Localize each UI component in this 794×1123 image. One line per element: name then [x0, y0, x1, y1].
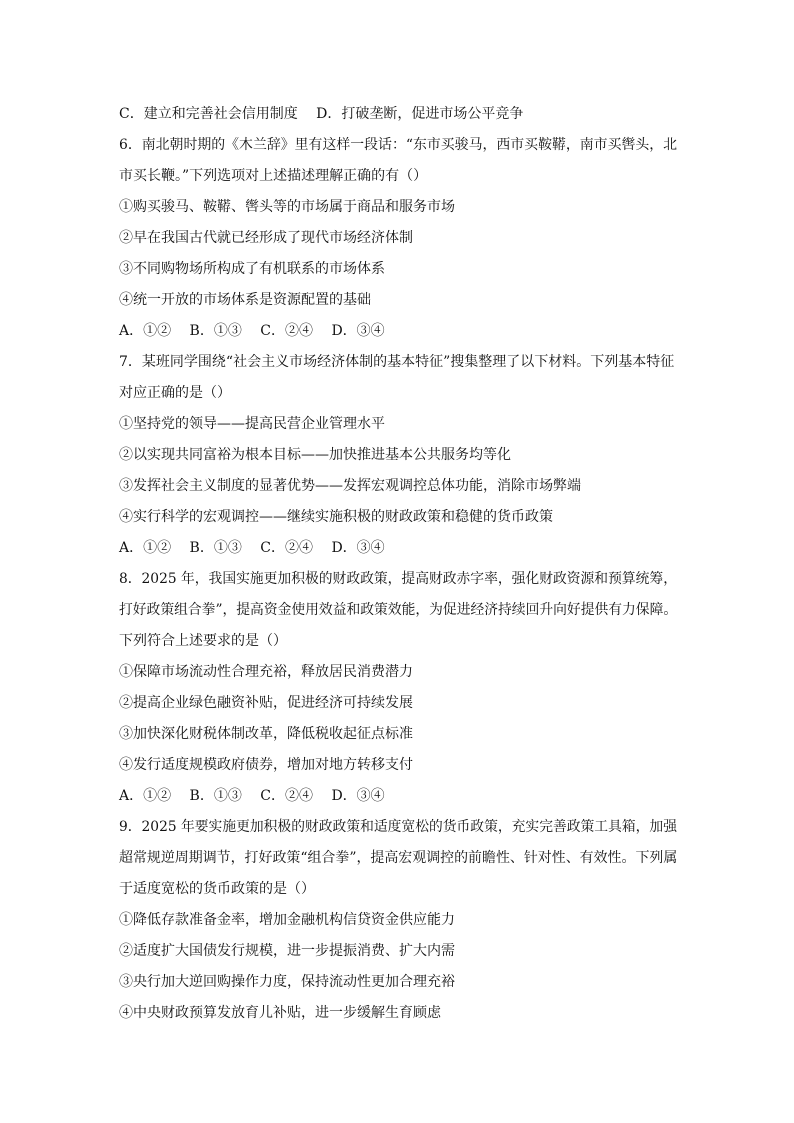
- q7-statement-1: ①坚持党的领导——提高民营企业管理水平: [119, 416, 385, 432]
- q6-statement-4: ④统一开放的市场体系是资源配置的基础: [119, 292, 371, 308]
- question-8-stem: 8．2025 年，我国实施更加积极的财政政策，提高财政赤字率，强化财政资源和预算统筹，: [119, 571, 677, 587]
- q8-statement-4: ④发行适度规模政府债券，增加对地方转移支付: [119, 757, 413, 773]
- option-line-c-d: C．建立和完善社会信用制度 D．打破垄断，促进市场公平竞争: [119, 106, 524, 122]
- question-8-stem-cont: 打好政策组合拳”，提高资金使用效益和政策效能，为促进经济持续回升向好提供有力保障。: [119, 602, 678, 618]
- q8-statement-1: ①保障市场流动性合理充裕，释放居民消费潜力: [119, 664, 413, 680]
- question-8-stem-cont-2: 下列符合上述要求的是（）: [119, 633, 287, 649]
- question-9-stem-cont: 超常规逆周期调节，打好政策“组合拳”，提高宏观调控的前瞻性、针对性、有效性。下列属: [119, 850, 678, 866]
- question-9-stem-cont-2: 于适度宽松的货币政策的是（）: [119, 881, 315, 897]
- q7-statement-4: ④实行科学的宏观调控——继续实施积极的财政政策和稳健的货币政策: [119, 509, 553, 525]
- question-6-stem: 6．南北朝时期的《木兰辞》里有这样一段话：“东市买骏马，西市买鞍鞯，南市买辔头，北: [119, 137, 678, 153]
- question-6-stem-cont: 市买长鞭。”下列选项对上述描述理解正确的有（）: [119, 168, 428, 184]
- q9-statement-4: ④中央财政预算发放育儿补贴，进一步缓解生育顾虑: [119, 1005, 441, 1021]
- q7-statement-2: ②以实现共同富裕为根本目标——加快推进基本公共服务均等化: [119, 447, 511, 463]
- q9-statement-1: ①降低存款准备金率，增加金融机构信贷资金供应能力: [119, 912, 455, 928]
- q8-answer-options: A．①② B．①③ C．②④ D．③④: [119, 788, 385, 804]
- q9-statement-3: ③央行加大逆回购操作力度，保持流动性更加合理充裕: [119, 974, 455, 990]
- q8-statement-3: ③加快深化财税体制改革，降低税收起征点标准: [119, 726, 413, 742]
- question-9-stem: 9．2025 年要实施更加积极的财政政策和适度宽松的货币政策，充实完善政策工具箱，加强: [119, 819, 677, 835]
- q6-answer-options: A．①② B．①③ C．②④ D．③④: [119, 323, 385, 339]
- q6-statement-3: ③不同购物场所构成了有机联系的市场体系: [119, 261, 385, 277]
- q6-statement-1: ①购买骏马、鞍鞯、辔头等的市场属于商品和服务市场: [119, 199, 455, 215]
- q6-statement-2: ②早在我国古代就已经形成了现代市场经济体制: [119, 230, 413, 246]
- q9-statement-2: ②适度扩大国债发行规模，进一步提振消费、扩大内需: [119, 943, 455, 959]
- question-7-stem: 7．某班同学围绕“社会主义市场经济体制的基本特征”搜集整理了以下材料。下列基本特征: [119, 354, 675, 370]
- q7-statement-3: ③发挥社会主义制度的显著优势——发挥宏观调控总体功能，消除市场弊端: [119, 478, 581, 494]
- q8-statement-2: ②提高企业绿色融资补贴，促进经济可持续发展: [119, 695, 413, 711]
- question-7-stem-cont: 对应正确的是（）: [119, 385, 231, 401]
- q7-answer-options: A．①② B．①③ C．②④ D．③④: [119, 540, 385, 556]
